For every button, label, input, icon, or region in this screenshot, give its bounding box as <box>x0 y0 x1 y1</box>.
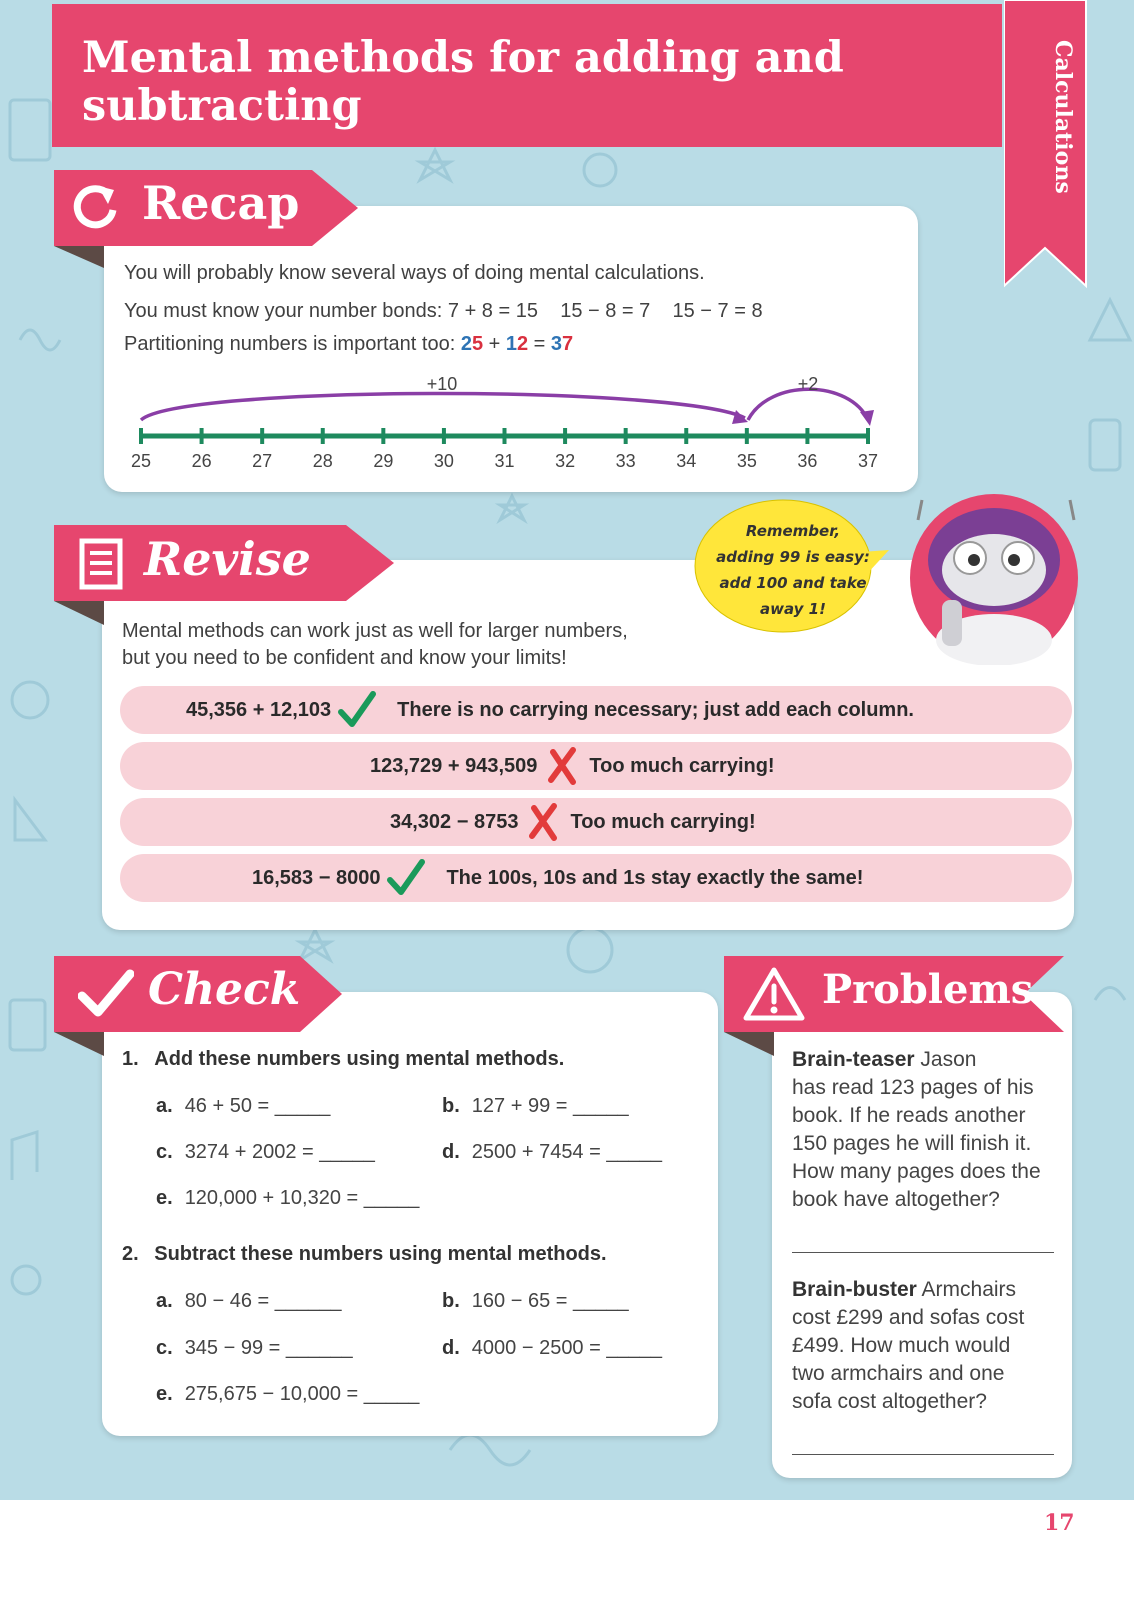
partition-b-tens: 1 <box>505 333 517 355</box>
q1-item-a-letter: a. <box>156 1095 173 1117</box>
number-line-tick-label: 33 <box>615 451 636 471</box>
q2-item-c <box>156 1337 353 1360</box>
revise-heading: Revise <box>144 532 311 586</box>
q1-item-c <box>156 1141 375 1164</box>
revise-example-comment: The 100s, 10s and 1s stay exactly the same! <box>446 866 864 889</box>
number-line-tick-label: 27 <box>252 451 273 471</box>
number-line-tick-label: 28 <box>312 451 333 471</box>
revise-example-sum: 34,302 − 8753 <box>390 810 519 833</box>
partition-prefix: Partitioning numbers is important too: <box>124 333 461 355</box>
brain-buster-line-4: two armchairs and one <box>792 1362 1005 1385</box>
speech-bubble-text <box>713 518 873 622</box>
revise-example-row <box>120 854 1072 902</box>
revise-example-comment: Too much carrying! <box>570 810 756 833</box>
q1-item-c-expr: 3274 + 2002 = _____ <box>184 1141 375 1163</box>
partition-c-ones: 7 <box>562 333 574 355</box>
q1-item-d-letter: d. <box>442 1141 460 1163</box>
question-2-number: 2. <box>122 1243 139 1265</box>
revise-example-sum: 45,356 + 12,103 <box>186 698 332 721</box>
partition-a-tens: 2 <box>460 333 472 355</box>
revise-example-comment: There is no carrying necessary; just add each column. <box>397 698 914 721</box>
q2-item-c-expr: 345 − 99 = ______ <box>184 1337 353 1359</box>
brain-teaser-line-4: 150 pages he will finish it. <box>792 1132 1032 1155</box>
q2-item-a-letter: a. <box>156 1290 173 1312</box>
q2-item-e-expr: 275,675 − 10,000 = _____ <box>184 1383 420 1405</box>
question-1-text: Add these numbers using mental methods. <box>154 1048 565 1070</box>
q2-item-c-letter: c. <box>156 1337 173 1359</box>
problems-heading: Problems <box>822 966 1034 1013</box>
speech-line-2: adding 99 is easy: <box>716 548 870 566</box>
checkmark-icon <box>78 968 134 1020</box>
page-title: Mental methods for adding and subtracting <box>82 33 844 131</box>
number-line-tick-label: 29 <box>373 451 394 471</box>
q1-item-e <box>156 1187 419 1210</box>
refresh-icon <box>68 180 122 234</box>
tick-icon <box>337 690 377 730</box>
partition-b-ones: 2 <box>517 333 529 355</box>
partition-a-ones: 5 <box>471 333 484 355</box>
number-line-tick-label: 37 <box>857 451 879 471</box>
q2-item-b-expr: 160 − 65 = _____ <box>471 1290 629 1312</box>
number-line-tick-label: 26 <box>191 451 212 471</box>
revise-intro-1: Mental methods can work just as well for larger numbers, <box>122 620 628 642</box>
recap-line-3 <box>124 333 573 356</box>
page-number: 17 <box>1044 1510 1075 1536</box>
q2-item-a <box>156 1290 342 1313</box>
q1-item-b-expr: 127 + 99 = _____ <box>471 1095 629 1117</box>
revise-intro-2: but you need to be confident and know your limits! <box>122 647 567 669</box>
brain-buster <box>792 1276 1062 1416</box>
recap-line-1: You will probably know several ways of doing mental calculations. <box>124 262 705 284</box>
number-line-tick-label: 25 <box>130 451 152 471</box>
jump-plus-10-label: +10 <box>426 374 458 394</box>
q2-item-d <box>442 1337 662 1360</box>
revise-example-row <box>120 798 1072 846</box>
brain-teaser-line-1: Jason <box>914 1048 977 1071</box>
q2-item-d-expr: 4000 − 2500 = _____ <box>471 1337 662 1359</box>
q1-item-d-expr: 2500 + 7454 = _____ <box>471 1141 662 1163</box>
brain-buster-answer-line[interactable] <box>792 1454 1054 1455</box>
revise-example-row <box>120 742 1072 790</box>
speech-line-1: Remember, <box>745 522 841 540</box>
check-heading: Check <box>148 964 301 1015</box>
brain-teaser-line-2: has read 123 pages of his <box>792 1076 1034 1099</box>
partition-equals: = <box>528 333 551 355</box>
q1-item-a <box>156 1095 330 1118</box>
number-line <box>120 370 900 480</box>
number-line-tick-label: 36 <box>797 451 818 471</box>
speech-line-3: add 100 and take <box>719 574 867 592</box>
page-bottom-edge <box>0 1500 1134 1598</box>
revise-example-comment: Too much carrying! <box>589 754 775 777</box>
revise-example-sum: 123,729 + 943,509 <box>370 754 538 777</box>
brain-buster-label: Brain-buster <box>792 1278 917 1301</box>
brain-buster-line-2: cost £299 and sofas cost <box>792 1306 1025 1329</box>
side-tab-label: Calculations <box>1050 40 1076 194</box>
question-2-text: Subtract these numbers using mental methods. <box>154 1243 607 1265</box>
cross-icon <box>524 802 564 842</box>
q2-item-a-expr: 80 − 46 = ______ <box>184 1290 342 1312</box>
q1-item-c-letter: c. <box>156 1141 173 1163</box>
brain-buster-line-5: sofa cost altogether? <box>792 1390 987 1413</box>
q2-item-b-letter: b. <box>442 1290 460 1312</box>
brain-teaser-answer-line[interactable] <box>792 1252 1054 1253</box>
q1-item-e-expr: 120,000 + 10,320 = _____ <box>184 1187 420 1209</box>
brain-teaser-line-6: book have altogether? <box>792 1188 1000 1211</box>
brain-teaser-line-5: How many pages does the <box>792 1160 1041 1183</box>
q2-item-d-letter: d. <box>442 1337 460 1359</box>
q1-item-d <box>442 1141 662 1164</box>
tick-icon <box>386 858 426 898</box>
question-2 <box>122 1243 607 1266</box>
question-1-number: 1. <box>122 1048 139 1070</box>
question-1 <box>122 1048 564 1071</box>
brain-buster-line-3: £499. How much would <box>792 1334 1011 1357</box>
recap-heading: Recap <box>142 176 300 230</box>
revise-example-sum: 16,583 − 8000 <box>252 866 381 889</box>
q1-item-e-letter: e. <box>156 1187 173 1209</box>
brain-teaser-line-3: book. If he reads another <box>792 1104 1026 1127</box>
document-icon <box>78 537 124 591</box>
partition-c-tens: 3 <box>550 333 563 355</box>
q1-item-b-letter: b. <box>442 1095 460 1117</box>
number-line-tick-label: 35 <box>736 451 757 471</box>
brain-teaser-label: Brain-teaser <box>792 1048 915 1071</box>
cross-icon <box>543 746 583 786</box>
brain-teaser <box>792 1046 1062 1214</box>
recap-line-2: You must know your number bonds: 7 + 8 = 15 15 − 8 = 7 15 − 7 = 8 <box>124 300 763 322</box>
q1-item-b <box>442 1095 629 1118</box>
jump-plus-10-arc <box>141 393 745 420</box>
q2-item-e-letter: e. <box>156 1383 173 1405</box>
partition-plus: + <box>483 333 506 355</box>
q2-item-b <box>442 1290 629 1313</box>
revise-example-row <box>120 686 1072 734</box>
speech-line-4: away 1! <box>760 600 826 618</box>
q2-item-e <box>156 1383 419 1406</box>
jump-plus-2-label: +2 <box>797 374 819 394</box>
robot-mascot-illustration <box>898 490 1090 665</box>
number-line-tick-label: 34 <box>676 451 697 471</box>
number-line-tick-label: 30 <box>433 451 454 471</box>
number-line-tick-label: 31 <box>494 451 515 471</box>
number-line-tick-label: 32 <box>555 451 576 471</box>
q1-item-a-expr: 46 + 50 = _____ <box>184 1095 331 1117</box>
warning-icon <box>742 966 806 1022</box>
brain-buster-line-1: Armchairs <box>916 1278 1017 1301</box>
